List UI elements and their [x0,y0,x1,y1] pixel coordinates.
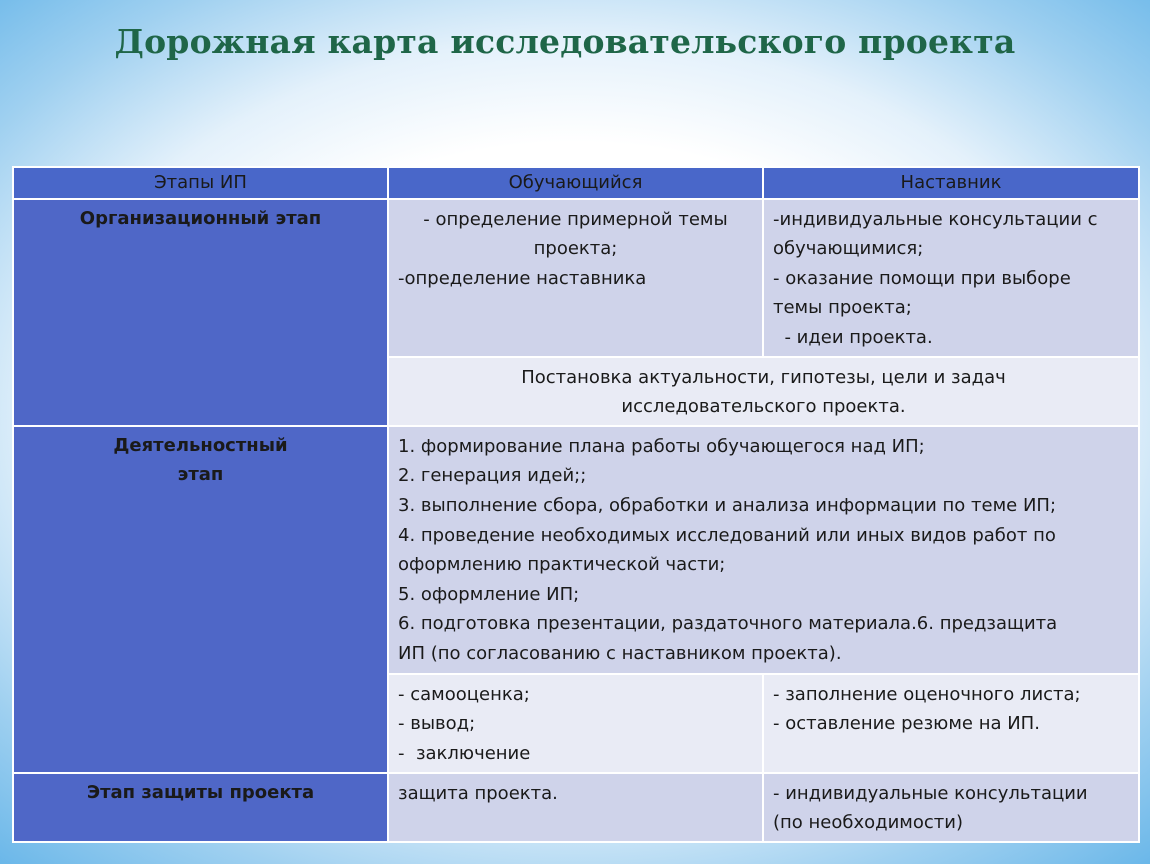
activity-student-cell [388,674,763,773]
org-student-line: проекта; [533,238,618,260]
header-student: Обучающийся [388,167,763,199]
org-mentor-line: -индивидуальные консультации с [773,208,1098,230]
defense-mentor-line: - индивидуальные консультации [773,782,1088,804]
page-title: Дорожная карта исследовательского проекта [114,22,1016,61]
org-mentor-cell [763,199,1139,357]
org-mentor-line: обучающимися; [773,238,924,260]
org-joint-line: исследовательского проекта. [621,396,906,418]
table-row-activity [13,426,1139,674]
table-header-row [13,167,1139,199]
org-student-line: - определение примерной темы [423,208,728,230]
table-row-defense [13,773,1139,842]
activity-step: 4. проведение необходимых исследований или иных видов работ по [398,524,1056,546]
activity-step: 1. формирование плана работы обучающегося над ИП; [398,435,925,457]
stage-defense: Этап защиты проекта [13,773,388,842]
org-mentor-line: - оказание помощи при выборе [773,267,1071,289]
activity-mentor-cell [763,674,1139,773]
activity-student-line: - вывод; [398,713,476,735]
org-joint-line: Постановка актуальности, гипотезы, цели и задач [521,366,1006,388]
org-mentor-line: - идеи проекта. [773,326,933,348]
stage-organizational: Организационный этап [13,199,388,426]
header-stages: Этапы ИП [13,167,388,199]
org-student-line: -определение наставника [398,267,647,289]
activity-step: 2. генерация идей;; [398,465,587,487]
activity-step: оформлению практической части; [398,554,726,576]
org-student-cell [388,199,763,357]
activity-mentor-line: - заполнение оценочного листа; [773,683,1081,705]
activity-step: 6. подготовка презентации, раздаточного материала.6. предзащита [398,613,1058,635]
activity-step: 3. выполнение сбора, обработки и анализа информации по теме ИП; [398,494,1057,516]
defense-mentor-cell [763,773,1139,842]
activity-mentor-line: - оставление резюме на ИП. [773,713,1040,735]
defense-student-cell [388,773,763,842]
org-joint-cell [388,357,1139,426]
table-row-org [13,199,1139,357]
roadmap-table [12,166,1140,843]
defense-mentor-line: (по необходимости) [773,812,963,834]
header-mentor: Наставник [763,167,1139,199]
activity-step: ИП (по согласованию с наставником проекта). [398,642,842,664]
activity-step: 5. оформление ИП; [398,583,580,605]
org-mentor-line: темы проекта; [773,297,912,319]
stage-activity: Деятельностный этап [13,426,388,773]
activity-student-line: - самооценка; [398,683,530,705]
activity-student-line: - заключение [398,742,531,764]
activity-steps-cell [388,426,1139,674]
defense-student-line: защита проекта. [398,782,558,804]
